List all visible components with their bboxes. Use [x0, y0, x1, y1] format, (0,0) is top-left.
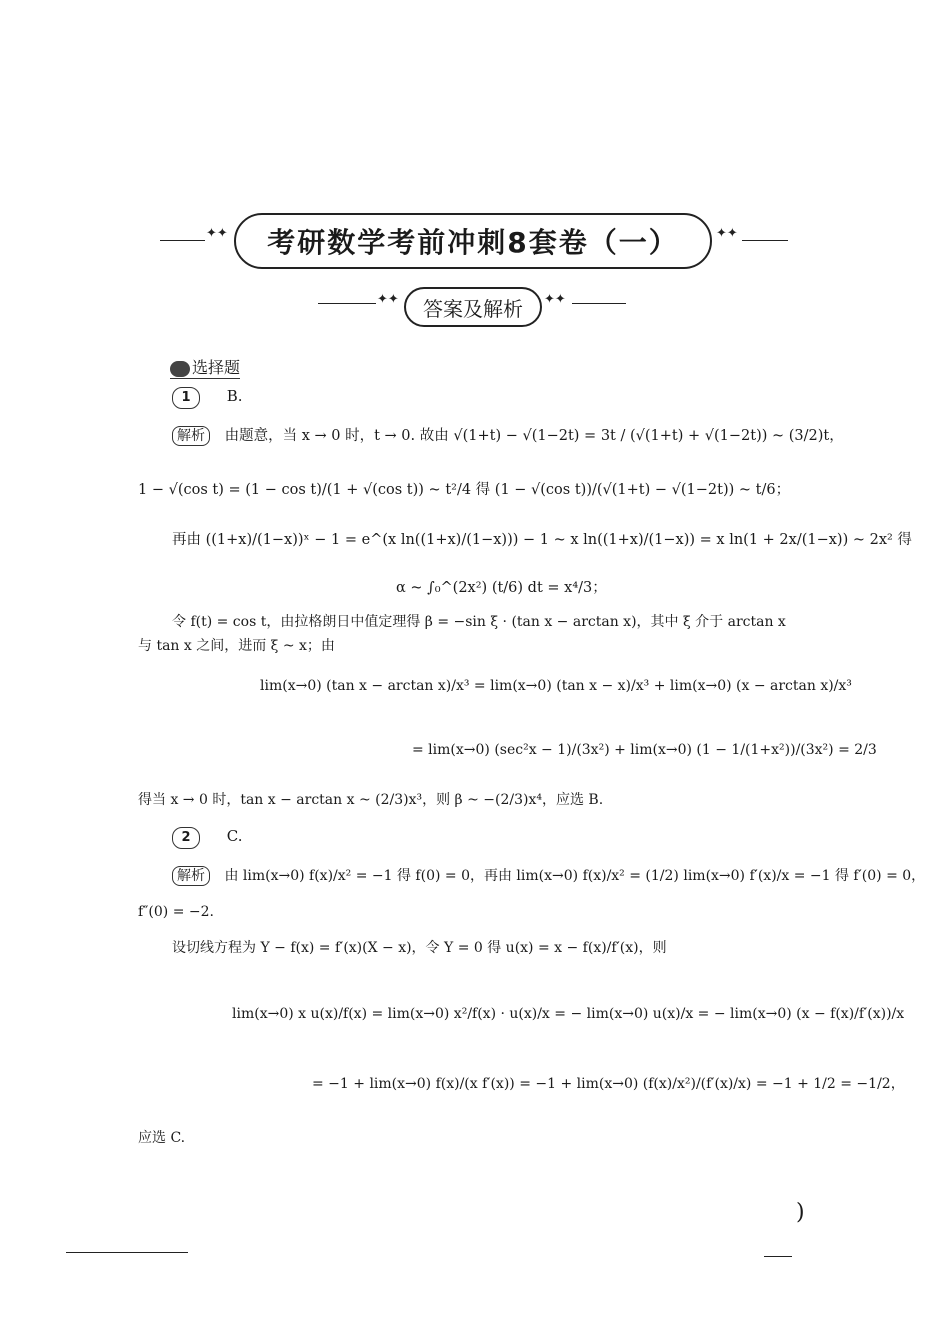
q2-line-6: 应选 C. — [138, 1130, 186, 1146]
page-subtitle — [404, 287, 542, 327]
sparkle-icon: ✦✦ — [206, 226, 228, 241]
q1-line-6: 与 tan x 之间，进而 ξ ~ x；由 — [138, 638, 335, 654]
section-label: 选择题 — [192, 358, 241, 377]
question-number-badge: 1 — [172, 387, 200, 409]
sparkle-icon: ✦✦ — [377, 292, 399, 307]
subtitle-rule-right — [572, 303, 626, 304]
q2-line-2: f″(0) = −2. — [138, 904, 214, 920]
page-title — [234, 213, 712, 269]
q1-line-2: 1 − √(cos t) = (1 − cos t)/(1 + √(cos t)) ~ t²/4 得 (1 − √(cos t))/(√(1+t) − √(1−2t)) ~ t/6； — [138, 482, 791, 498]
footer-rule-left — [66, 1252, 188, 1253]
title-rule-left — [160, 240, 205, 241]
question-number-badge: 2 — [172, 827, 200, 849]
q1-line-5: 令 f(t) = cos t，由拉格朗日中值定理得 β = −sin ξ · (tan x − arctan x)，其中 ξ 介于 arctan x — [172, 614, 786, 630]
footer-rule-right — [764, 1256, 792, 1257]
q2-line-1 — [172, 866, 925, 886]
page-corner-mark: ) — [796, 1200, 805, 1225]
q2-line-4: lim(x→0) x u(x)/f(x) = lim(x→0) x²/f(x) · u(x)/x = − lim(x→0) u(x)/x = − lim(x→0) (x − f(x)/f′(x))/x — [232, 1006, 905, 1022]
question-1-header — [172, 386, 243, 409]
section-heading — [170, 355, 240, 379]
subtitle-rule-left — [318, 303, 376, 304]
page-title-text: 考研数学考前冲刺8套卷（一） — [267, 226, 679, 259]
question-1-answer: B. — [226, 387, 243, 405]
q1-line-3: 再由 ((1+x)/(1−x))ˣ − 1 = e^(x ln((1+x)/(1−x))) − 1 ~ x ln((1+x)/(1−x)) = x ln(1 + 2x/(1−x)) ~ 2x² 得 — [172, 532, 912, 548]
q1-text: 由题意，当 x → 0 时，t → 0. 故由 √(1+t) − √(1−2t) = 3t / (√(1+t) + √(1−2t)) ~ (3/2)t， — [224, 428, 844, 444]
q2-line-3: 设切线方程为 Y − f(x) = f′(x)(X − x)，令 Y = 0 得 u(x) = x − f(x)/f′(x)，则 — [172, 940, 667, 956]
q1-line-8: = lim(x→0) (sec²x − 1)/(3x²) + lim(x→0) (1 − 1/(1+x²))/(3x²) = 2/3 — [412, 742, 877, 758]
section-icon — [170, 361, 190, 377]
analysis-tag: 解析 — [172, 866, 210, 886]
question-2-answer: C. — [226, 827, 243, 845]
q2-line-5: = −1 + lim(x→0) f(x)/(x f′(x)) = −1 + lim(x→0) (f(x)/x²)/(f′(x)/x) = −1 + 1/2 = −1/2， — [312, 1076, 905, 1092]
q1-line-7: lim(x→0) (tan x − arctan x)/x³ = lim(x→0) (tan x − x)/x³ + lim(x→0) (x − arctan x)/x³ — [260, 678, 852, 694]
q2-text: 由 lim(x→0) f(x)/x² = −1 得 f(0) = 0，再由 lim(x→0) f(x)/x² = (1/2) lim(x→0) f′(x)/x = −1 得 f′(0) = 0， — [224, 868, 926, 884]
sparkle-icon: ✦✦ — [544, 292, 566, 307]
q1-line-1 — [172, 426, 844, 446]
q1-line-9: 得当 x → 0 时，tan x − arctan x ~ (2/3)x³，则 β ~ −(2/3)x⁴，应选 B. — [138, 792, 604, 808]
sparkle-icon: ✦✦ — [716, 226, 738, 241]
q1-line-4: α ~ ∫₀^(2x²) (t/6) dt = x⁴/3； — [396, 580, 607, 596]
page-subtitle-text: 答案及解析 — [423, 296, 523, 321]
analysis-tag: 解析 — [172, 426, 210, 446]
question-2-header — [172, 826, 243, 849]
title-rule-right — [742, 240, 788, 241]
